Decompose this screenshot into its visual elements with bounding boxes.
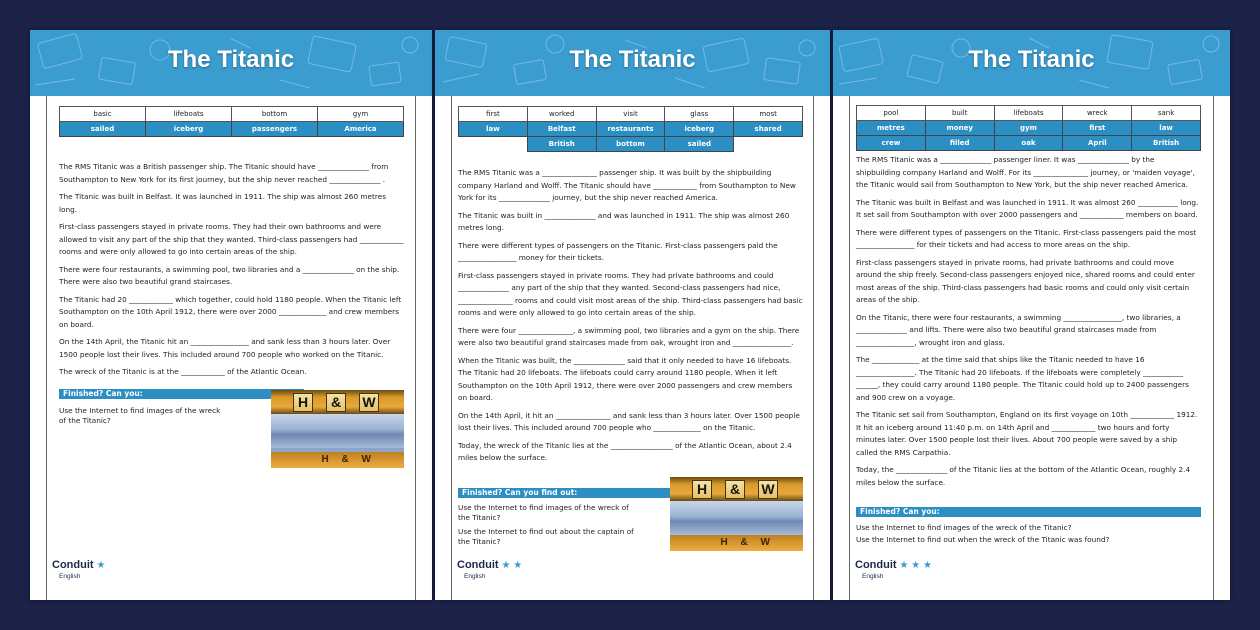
word-bank-word: first bbox=[459, 107, 528, 122]
paragraph: When the Titanic was built, the ______________ said that it only needed to have 16 lifeboats. The Titanic had 20 lifeboats. The lifeboats could carry around 1180 people. When it left Southampton on the 10th April 1912, there were over 2000 passengers and crew members on board. bbox=[458, 355, 793, 402]
paragraph: The RMS Titanic was a British passenger ship. The Titanic should have ______________ from Southampton to New York for its first journey, but the ship never reached ______________ . bbox=[59, 162, 389, 184]
worksheet-page-2 bbox=[435, 30, 830, 600]
finished-tasks bbox=[59, 406, 224, 430]
word-bank-word: pool bbox=[857, 106, 926, 121]
word-bank-word: iceberg bbox=[146, 122, 232, 137]
word-bank-row bbox=[857, 121, 1201, 136]
titanic-photo bbox=[271, 390, 404, 468]
page-border-left bbox=[46, 96, 47, 600]
paragraph: There were four _______________, a swimming pool, two libraries and a gym on the ship. There were also two beautiful grand staircases made from oak, wrought iron and ________________. bbox=[458, 325, 800, 347]
page-title: The Titanic bbox=[569, 46, 696, 73]
word-bank-word: most bbox=[734, 107, 803, 122]
paragraph: There were different types of passengers on the Titanic. First-class passengers paid the most ________________ for their tickets and had access to more areas on the ship. bbox=[856, 227, 1197, 249]
word-bank-word: worked bbox=[527, 107, 596, 122]
word-bank-row bbox=[857, 136, 1201, 151]
star-icon: ★ bbox=[96, 560, 106, 571]
header-banner bbox=[30, 30, 432, 96]
conduit-logo bbox=[457, 555, 522, 580]
sign-letter: & bbox=[725, 480, 745, 499]
rail-text: H & W bbox=[720, 537, 775, 548]
conduit-logo bbox=[855, 555, 932, 580]
finished-task: Use the Internet to find out about the captain of the Titanic? bbox=[458, 527, 634, 546]
finished-tasks bbox=[856, 523, 1201, 549]
sign-letter: W bbox=[359, 393, 379, 412]
sign-letter: H bbox=[692, 480, 712, 499]
page-border-right bbox=[415, 96, 416, 600]
word-bank-word: lifeboats bbox=[146, 107, 232, 122]
word-bank-word: law bbox=[459, 122, 528, 137]
paragraph: The RMS Titanic was a ______________ passenger liner. It was ______________ by the shipbuilding company Harland and Wolff. For its _______________ journey, or 'maiden voyage', the Titanic would sail from Southampton to New York, but the ship never reached America. bbox=[856, 155, 1195, 189]
word-bank-word: gym bbox=[318, 107, 404, 122]
sign-letter: H bbox=[293, 393, 313, 412]
word-bank-word: glass bbox=[665, 107, 734, 122]
paragraph: The Titanic was built in ______________ and was launched in 1911. The ship was almost 260 metres long. bbox=[458, 210, 790, 232]
word-bank-word: bottom bbox=[232, 107, 318, 122]
paragraph: The _____________ at the time said that ships like the Titanic needed to have 16 ________________. The Titanic had 20 lifeboats. If the lifeboats were completely ___________ ______, they could carry around 1180 people. The Titanic could hold up to 2400 passengers and 900 crew on a voyage. bbox=[856, 355, 1189, 402]
sign-strip bbox=[271, 390, 404, 414]
logo-brand: Conduit bbox=[855, 559, 897, 571]
word-bank-row bbox=[459, 122, 803, 137]
finished-heading: Finished? Can you find out: bbox=[458, 488, 672, 498]
passage bbox=[59, 161, 404, 384]
word-bank-word: iceberg bbox=[665, 122, 734, 137]
word-bank-word: filled bbox=[925, 136, 994, 151]
word-bank-empty bbox=[734, 137, 803, 152]
paragraph: First-class passengers stayed in private rooms. They had private bathrooms and could ______________ any part of the ship that they wanted. Second-class passengers had nice, _______________ rooms and could visit most areas of the ship. Third-class passengers had basic rooms and were only allowed to go into certain areas of the ship. bbox=[458, 270, 803, 317]
word-bank-word: basic bbox=[60, 107, 146, 122]
paragraph: There were different types of passengers on the Titanic. First-class passengers paid the ________________ money for their tickets. bbox=[458, 240, 778, 262]
passage bbox=[856, 154, 1201, 494]
paragraph: First-class passengers stayed in private rooms, had private bathrooms and could move around the ship freely. Second-class passengers enjoyed nice, shared rooms and could enter most areas of the ship. Third-class passengers had basic rooms and could only visit certain areas of the ship. bbox=[856, 257, 1195, 304]
paragraph: First-class passengers stayed in private rooms. They had their own bathrooms and were allowed to visit any part of the ship that they wanted. Third-class passengers had ____________ rooms and were only allowed to go into certain areas of the ship. bbox=[59, 222, 404, 256]
photo-sky bbox=[271, 414, 404, 448]
finished-task: Use the Internet to find images of the wreck of the Titanic? bbox=[856, 523, 1072, 532]
word-bank-word: gym bbox=[994, 121, 1063, 136]
word-bank-word: restaurants bbox=[596, 122, 665, 137]
titanic-photo bbox=[670, 477, 803, 551]
word-bank-word: America bbox=[318, 122, 404, 137]
paragraph: The Titanic was built in Belfast and was launched in 1911. It was almost 260 ___________ long. It set sail from Southampton with over 2000 passengers and ____________ members on board. bbox=[856, 197, 1199, 219]
word-bank bbox=[59, 106, 404, 137]
word-bank-word: sailed bbox=[665, 137, 734, 152]
page-title: The Titanic bbox=[968, 46, 1095, 73]
word-bank-word: British bbox=[527, 137, 596, 152]
paragraph: On the 14th April, it hit an _______________ and sank less than 3 hours later. Over 1500 people lost their lives. This included around 700 people who _____________ on the Titanic. bbox=[458, 410, 800, 432]
finished-tasks bbox=[458, 503, 643, 551]
word-bank-word: first bbox=[1063, 121, 1132, 136]
page-border-left bbox=[451, 96, 452, 600]
paragraph: The Titanic set sail from Southampton, England on its first voyage on 10th ____________ 1912. It hit an iceberg around 11:40 p.m. on 14th April and ____________ two hours and forty minutes later. Over 1500 people lost their lives. About 700 people were saved by a ship called the RMS Carpathia. bbox=[856, 410, 1198, 457]
word-bank-word: sailed bbox=[60, 122, 146, 137]
logo-subtitle: English bbox=[862, 573, 884, 580]
paragraph: Today, the ______________ of the Titanic lies at the bottom of the Atlantic Ocean, roughly 2.4 miles below the surface. bbox=[856, 465, 1191, 487]
paragraph: On the Titanic, there were four restaurants, a swimming ________________, two libraries, a ______________ and lifts. There were also two beautiful grand staircases made from ________________, wrought iron and glass. bbox=[856, 312, 1181, 347]
worksheet-page-3 bbox=[833, 30, 1230, 600]
star-icon: ★ ★ ★ bbox=[899, 560, 932, 571]
star-icon: ★ ★ bbox=[501, 560, 523, 571]
finished-task: Use the Internet to find out when the wreck of the Titanic was found? bbox=[856, 535, 1110, 544]
word-bank bbox=[856, 105, 1201, 151]
word-bank-word: British bbox=[1132, 136, 1201, 151]
word-bank-word: shared bbox=[734, 122, 803, 137]
logo-brand: Conduit bbox=[52, 559, 94, 571]
header-banner bbox=[435, 30, 830, 96]
word-bank-empty bbox=[459, 137, 528, 152]
word-bank-row bbox=[459, 137, 803, 152]
word-bank-word: law bbox=[1132, 121, 1201, 136]
passage bbox=[458, 167, 803, 470]
word-bank-word: sank bbox=[1132, 106, 1201, 121]
paragraph: The Titanic had 20 ____________ which together, could hold 1180 people. When the Titanic left Southampton on the 10th April 1912, there were over 2000 _____________ and crew members on board. bbox=[59, 294, 402, 329]
word-bank bbox=[458, 106, 803, 152]
sign-letter: & bbox=[326, 393, 346, 412]
conduit-logo bbox=[52, 555, 106, 580]
paragraph: Today, the wreck of the Titanic lies at the _________________ of the Atlantic Ocean, about 2.4 miles below the surface. bbox=[458, 440, 792, 462]
paragraph: The RMS Titanic was a _______________ passenger ship. It was built by the shipbuilding company Harland and Wolff. The Titanic should have ____________ from Southampton to New York for its ______________ journey, but the ship never reached America. bbox=[458, 168, 796, 202]
finished-heading: Finished? Can you: bbox=[59, 389, 304, 399]
sign-letter: W bbox=[758, 480, 778, 499]
word-bank-word: oak bbox=[994, 136, 1063, 151]
word-bank-row bbox=[60, 107, 404, 122]
photo-sky bbox=[670, 501, 803, 535]
logo-brand: Conduit bbox=[457, 559, 499, 571]
paragraph: The Titanic was built in Belfast. It was launched in 1911. The ship was almost 260 metres long. bbox=[59, 192, 386, 214]
photo-rail bbox=[670, 535, 803, 551]
word-bank-row bbox=[459, 107, 803, 122]
header-banner bbox=[833, 30, 1230, 96]
paragraph: There were four restaurants, a swimming pool, two libraries and a ______________ on the ship. There were also two beautiful grand staircases. bbox=[59, 264, 400, 286]
word-bank-word: metres bbox=[857, 121, 926, 136]
finished-heading: Finished? Can you: bbox=[856, 507, 1201, 517]
page-border-left bbox=[849, 96, 850, 600]
word-bank-word: visit bbox=[596, 107, 665, 122]
logo-subtitle: English bbox=[59, 573, 81, 580]
finished-task: Use the Internet to find images of the wreck of the Titanic? bbox=[458, 503, 629, 522]
sign-strip bbox=[670, 477, 803, 501]
logo-subtitle: English bbox=[464, 573, 486, 580]
word-bank-row bbox=[857, 106, 1201, 121]
paragraph: On the 14th April, the Titanic hit an ________________ and sank less than 3 hours later. Over 1500 people lost their lives. This included around 700 people who worked on the Titanic. bbox=[59, 337, 391, 359]
finished-task: Use the Internet to find images of the wreck of the Titanic? bbox=[59, 406, 221, 425]
page-title: The Titanic bbox=[167, 46, 295, 73]
photo-rail bbox=[271, 452, 404, 468]
word-bank-word: passengers bbox=[232, 122, 318, 137]
word-bank-row bbox=[60, 122, 404, 137]
word-bank-word: bottom bbox=[596, 137, 665, 152]
worksheet-page-1 bbox=[30, 30, 432, 600]
rail-text: H & W bbox=[321, 454, 376, 465]
word-bank-word: money bbox=[925, 121, 994, 136]
word-bank-word: crew bbox=[857, 136, 926, 151]
page-border-right bbox=[813, 96, 814, 600]
word-bank-word: built bbox=[925, 106, 994, 121]
page-border-right bbox=[1213, 96, 1214, 600]
word-bank-word: wreck bbox=[1063, 106, 1132, 121]
word-bank-word: April bbox=[1063, 136, 1132, 151]
word-bank-word: lifeboats bbox=[994, 106, 1063, 121]
paragraph: The wreck of the Titanic is at the ____________ of the Atlantic Ocean. bbox=[59, 367, 307, 376]
word-bank-word: Belfast bbox=[527, 122, 596, 137]
